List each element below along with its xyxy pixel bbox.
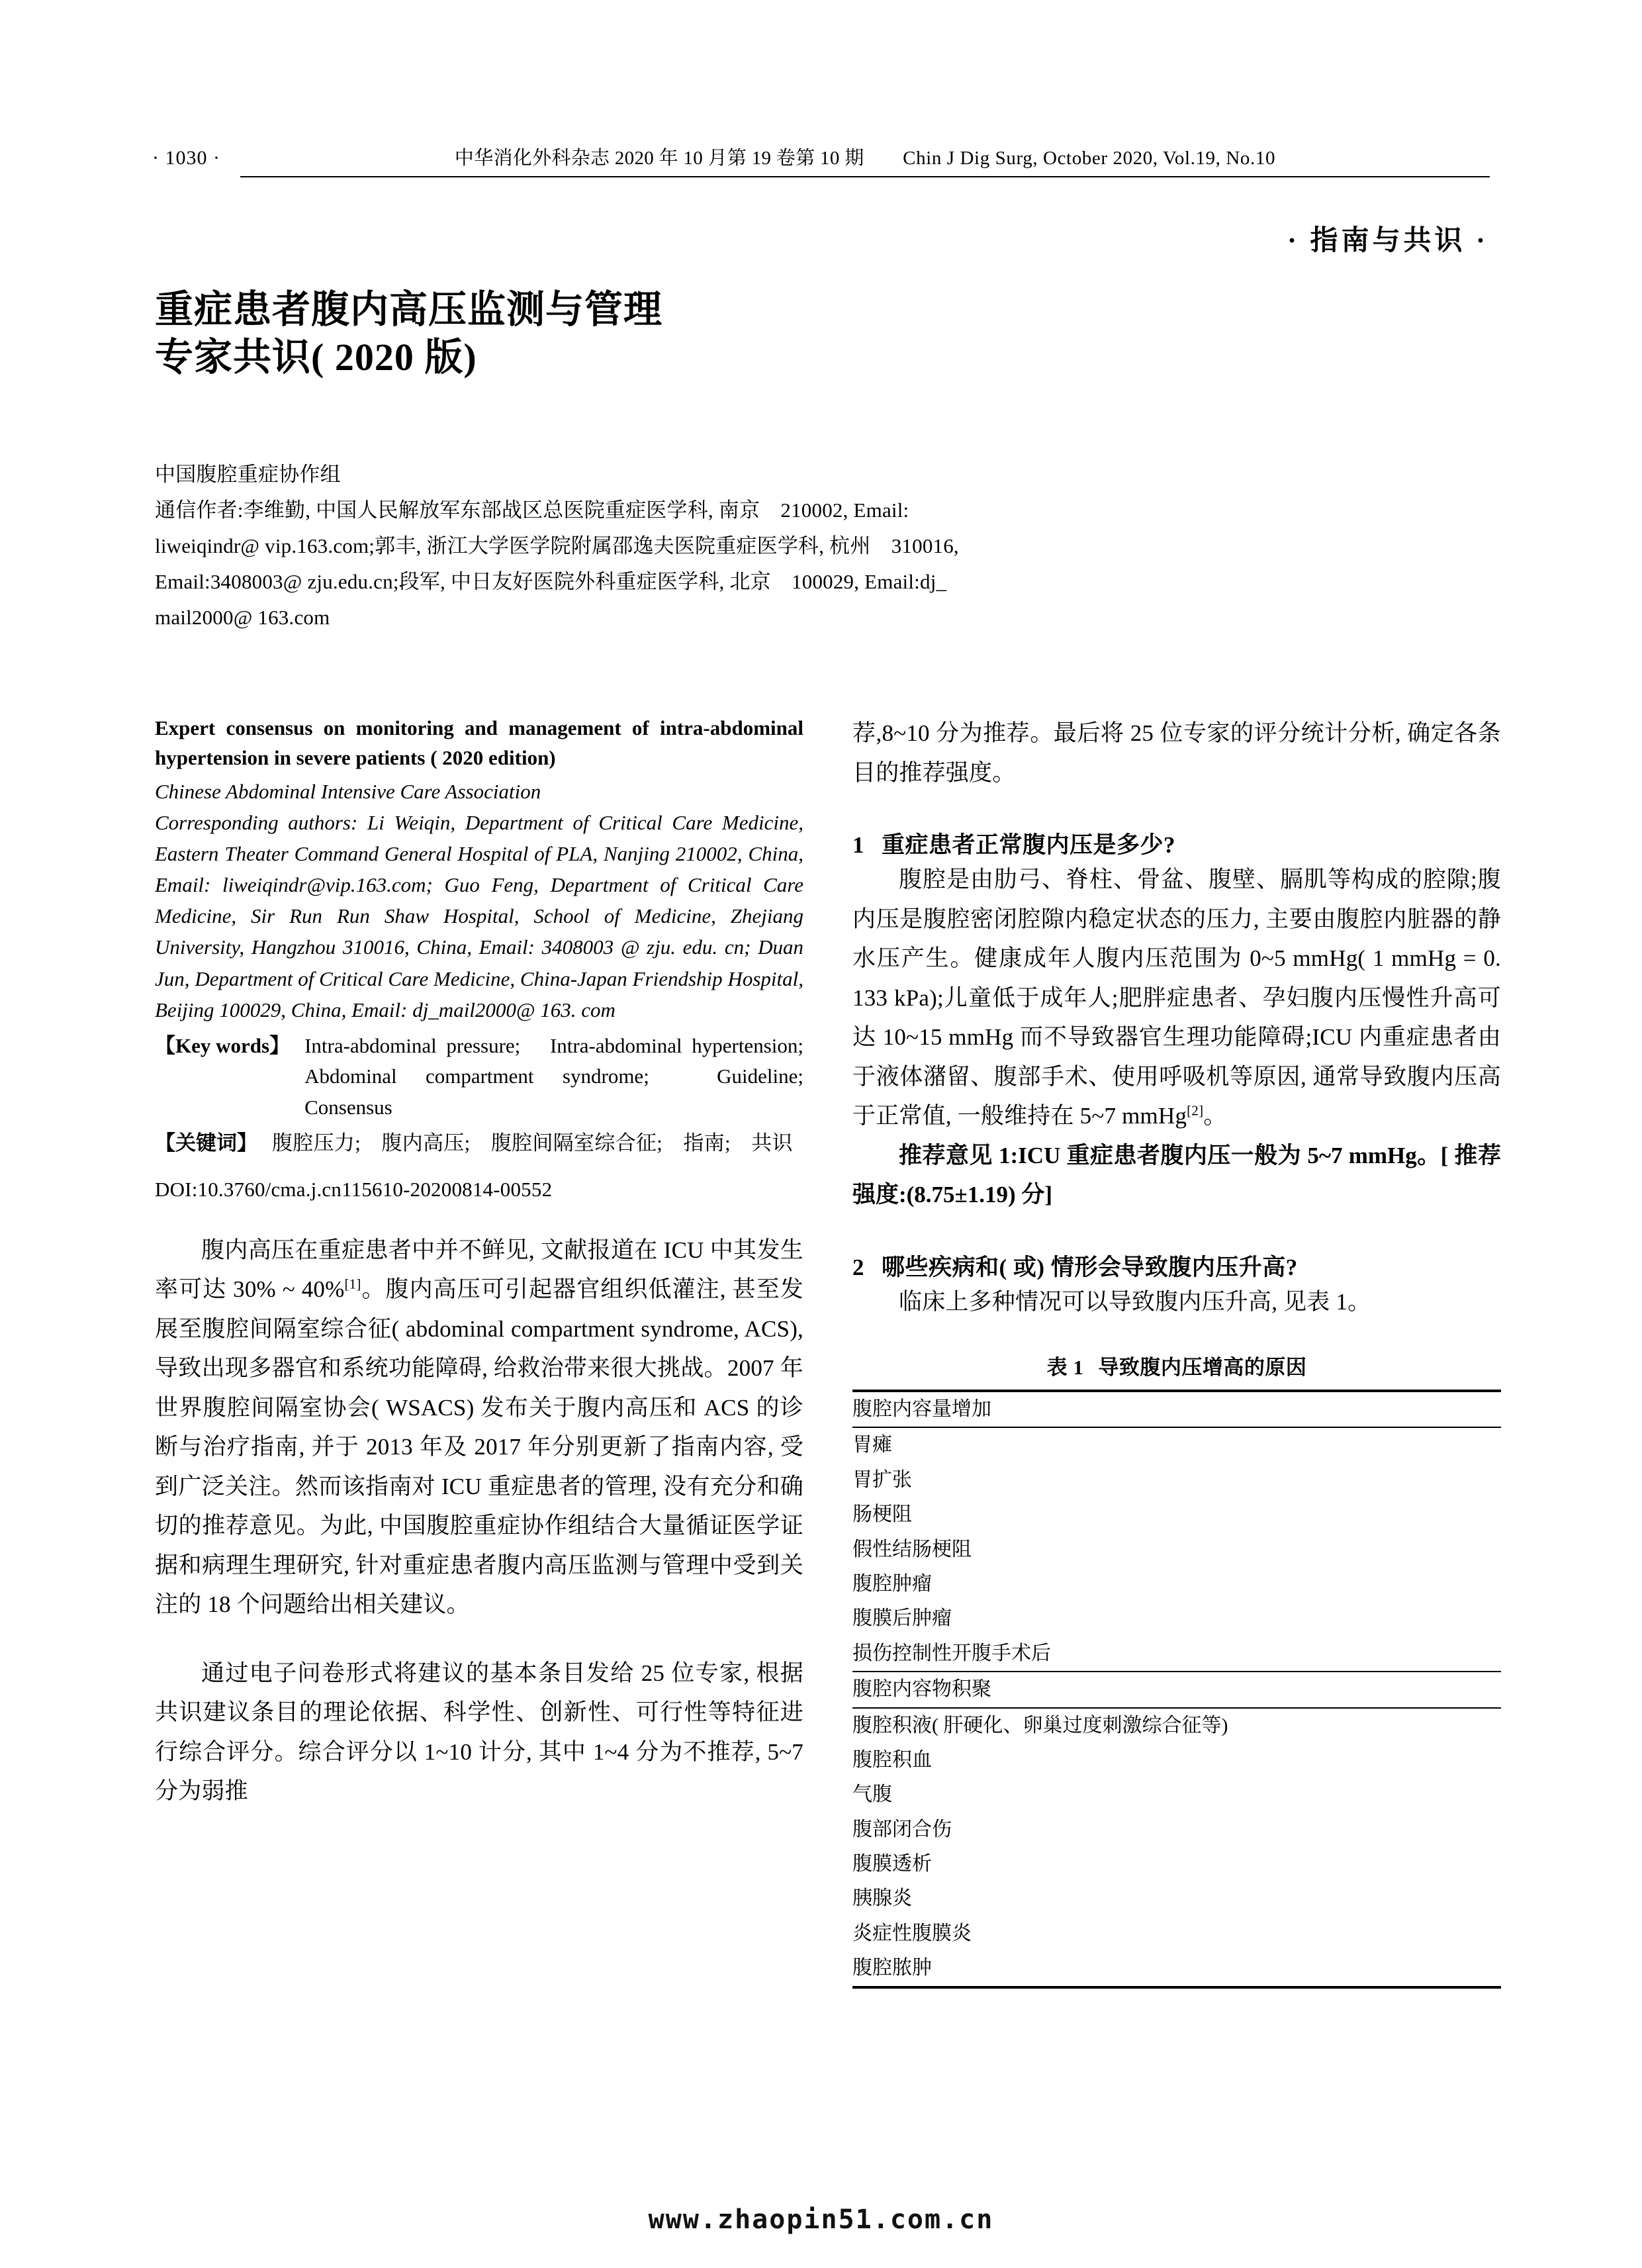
table-row (852, 1881, 1501, 1916)
section-1-paragraph (852, 860, 1501, 1136)
table-bottom-rule (852, 1987, 1501, 1989)
table-row (852, 1427, 1501, 1462)
table-cell-item: 气腹 (852, 1783, 892, 1806)
intro-paragraph-1-tail: 。腹内高压可引起器官组织低灌注, 甚至发展至腹腔间隔室综合征( abdominal compartment syndrome, ACS), 导致出现多器官和系统功能障碍, 给救治带来很大挑战。2007 年世界腹腔间隔室协会( WSACS) 发布关于腹内高压和 ACS 的诊断与治疗指南, 并于 2013 年及 2017 年分别更新了指南内容, 受到广泛关注。然而该指南对 ICU 重症患者的管理, 没有充分和确切的推荐意见。为此, 中国腹腔重症协作组结合大量循证医学证据和病理生理研究, 针对重症患者腹内高压监测与管理中受到关注的 18 个问题给出相关建议。 (155, 1276, 803, 1618)
section-heading-1 (852, 827, 1501, 860)
table-row (852, 1601, 1501, 1636)
table-row (852, 1567, 1501, 1601)
table-cell-item: 假性结肠梗阻 (852, 1538, 972, 1560)
keywords-cn-label: 【关键词】 (155, 1131, 257, 1155)
corresponding-cn-line-4: mail2000@ 163.com (155, 605, 330, 629)
table-1-caption (852, 1350, 1501, 1380)
table-1 (852, 1390, 1501, 1989)
table-cell-item: 腹膜透析 (852, 1853, 932, 1875)
article-title-line-2: 专家共识( 2020 版) (155, 335, 477, 379)
table-cell-item: 胃扩张 (852, 1468, 912, 1491)
corresponding-cn-line-1: 通信作者:李维勤, 中国人民解放军东部战区总医院重症医学科, 南京 210002, Email: (155, 498, 909, 522)
english-corresponding-authors: Corresponding authors: Li Weiqin, Department of Critical Care Medicine, Eastern Theater Command General Hospital of PLA, Nanjing 210002, China, Email: liweiqindr@vip.163.com; Guo Feng, Department of Critical Care Medicine, Sir Run Run Shaw Hospital, School of Medicine, Zhejiang University, Hangzhou 310016, China, Email: 3408003 @ zju. edu. cn; Duan Jun, Department of Critical Care Medicine, China-Japan Friendship Hospital, Beijing 100029, China, Email: dj_mail2000@ 163. com (155, 810, 803, 1021)
table-row (852, 1497, 1501, 1532)
table-row (852, 1951, 1501, 1987)
site-watermark: www.zhaopin51.com.cn (648, 2204, 994, 2235)
section-heading-2 (852, 1249, 1501, 1282)
intro-paragraph-2: 通过电子问卷形式将建议的基本条目发给 25 位专家, 根据共识建议条目的理论依据、科学性、创新性、可行性等特征进行综合评分。综合评分以 1~10 计分, 其中 1~4 分为不推荐, 5~7 分为弱推 (155, 1660, 803, 1805)
reference-marker-1: [1] (344, 1276, 361, 1292)
article-title (155, 286, 1148, 381)
section-1-title: 重症患者正常腹内压是多少? (882, 832, 1176, 858)
page-folio: · 1030 · (152, 147, 220, 169)
keywords-en-label: 【Key words】 (155, 1033, 291, 1057)
table-cell-item: 腹腔脓肿 (852, 1957, 932, 1979)
table-bottom-rule-cell (852, 1987, 1501, 1989)
keywords-cn-value: 腹腔压力; 腹内高压; 腹腔间隔室综合征; 指南; 共识 (272, 1131, 793, 1155)
table-1-caption-text: 导致腹内压增高的原因 (1098, 1356, 1307, 1379)
table-row (852, 1533, 1501, 1567)
table-row (852, 1463, 1501, 1497)
keywords-cn (155, 1128, 803, 1159)
intro-paragraph-2-continued: 荐,8~10 分为推荐。最后将 25 位专家的评分统计分析, 确定各条目的推荐强度。 (852, 720, 1501, 786)
table-group-header: 腹腔内容量增加 (852, 1391, 1501, 1427)
table-row (852, 1916, 1501, 1951)
section-2-paragraph: 临床上多种情况可以导致腹内压升高, 见表 1。 (899, 1288, 1371, 1315)
section-1-number: 1 (852, 832, 864, 858)
table-row (852, 1813, 1501, 1847)
author-group-cn: 中国腹腔重症协作组 (155, 463, 341, 486)
section-1-paragraph-text: 腹腔是由肋弓、脊柱、骨盆、腹壁、膈肌等构成的腔隙;腹内压是腹腔密闭腔隙内稳定状态的压力, 主要由腹腔内脏器的静水压产生。健康成年人腹内压范围为 0~5 mmHg( 1 mmHg = 0. 133 kPa);儿童低于成年人;肥胖症患者、孕妇腹内压慢性升高可达 10~15 mmHg 而不导致器官生理功能障碍;ICU 内重症患者由于液体潴留、腹部手术、使用呼吸机等原因, 通常导致腹内压高于正常值, 一般维持在 5~7 mmHg (852, 867, 1501, 1129)
table-cell-item: 腹腔肿瘤 (852, 1572, 932, 1595)
table-row (852, 1672, 1501, 1707)
running-head (152, 143, 1490, 184)
table-cell-item: 胰腺炎 (852, 1887, 912, 1910)
running-head-text (455, 148, 1275, 169)
table-cell-item: 炎症性腹膜炎 (852, 1922, 972, 1944)
table-cell-item: 损伤控制性开腹手术后 (852, 1642, 1051, 1664)
table-row (852, 1777, 1501, 1812)
table-1-number: 表 1 (1046, 1356, 1084, 1379)
running-head-rule (240, 143, 1490, 177)
table-cell-item: 胃瘫 (852, 1427, 1501, 1462)
table-1-wrapper (852, 1350, 1501, 1989)
article-title-line-1: 重症患者腹内高压监测与管理 (155, 288, 663, 331)
table-cell-item: 腹腔积血 (852, 1748, 932, 1771)
english-title: Expert consensus on monitoring and management of intra-abdominal hypertension in severe patients ( 2020 edition) (155, 716, 803, 769)
corresponding-cn-line-3: Email:3408003@ zju.edu.cn;段军, 中日友好医院外科重症医学科, 北京 100029, Email:dj_ (155, 569, 947, 593)
table-cell-item: 腹膜后肿瘤 (852, 1607, 952, 1630)
table-cell-item: 腹部闭合伤 (852, 1818, 952, 1840)
keywords-en-value: Intra-abdominal pressure; Intra-abdominal hypertension; Abdominal compartment syndrome; Guideline; Consensus (304, 1033, 824, 1119)
column-right (852, 714, 1501, 1989)
table-row (852, 1636, 1501, 1672)
section-1-paragraph-end: 。 (1203, 1103, 1227, 1129)
author-affiliation-block-cn (155, 457, 1280, 636)
keywords-en (155, 1031, 824, 1123)
table-row (852, 1847, 1501, 1881)
table-cell-item: 腹腔积液( 肝硬化、卵巢过度刺激综合征等) (852, 1708, 1501, 1743)
section-2-number: 2 (852, 1254, 864, 1280)
column-left (155, 714, 824, 1811)
corresponding-cn-line-2: liweiqindr@ vip.163.com;郭丰, 浙江大学医学院附属邵逸夫医院重症医学科, 杭州 310016, (155, 534, 959, 557)
table-cell-item: 肠梗阻 (852, 1503, 912, 1526)
journal-name-cn: 中华消化外科杂志 2020 年 10 月第 19 卷第 10 期 (454, 148, 864, 169)
table-row (852, 1743, 1501, 1777)
intro-paragraph-1-text: 腹内高压在重症患者中并不鲜见, 文献报道在 ICU 中其发生率可达 30% ~ 40% (155, 1237, 803, 1303)
intro-paragraph-1 (155, 1231, 803, 1625)
reference-marker-2: [2] (1187, 1102, 1204, 1119)
section-2-title: 哪些疾病和( 或) 情形会导致腹内压升高? (882, 1254, 1298, 1280)
table-row (852, 1708, 1501, 1743)
table-row (852, 1391, 1501, 1427)
recommendation-1: 推荐意见 1:ICU 重症患者腹内压一般为 5~7 mmHg。[ 推荐强度:(8.75±1.19) 分] (852, 1142, 1501, 1207)
table-group-header: 腹腔内容物积聚 (852, 1672, 1501, 1707)
section-kicker: · 指南与共识 · (1287, 226, 1488, 256)
journal-name-en: Chin J Dig Surg, October 2020, Vol.19, No.10 (903, 148, 1276, 169)
english-association: Chinese Abdominal Intensive Care Association (155, 779, 541, 803)
doi-text: DOI:10.3760/cma.j.cn115610-20200814-00552 (155, 1177, 553, 1201)
